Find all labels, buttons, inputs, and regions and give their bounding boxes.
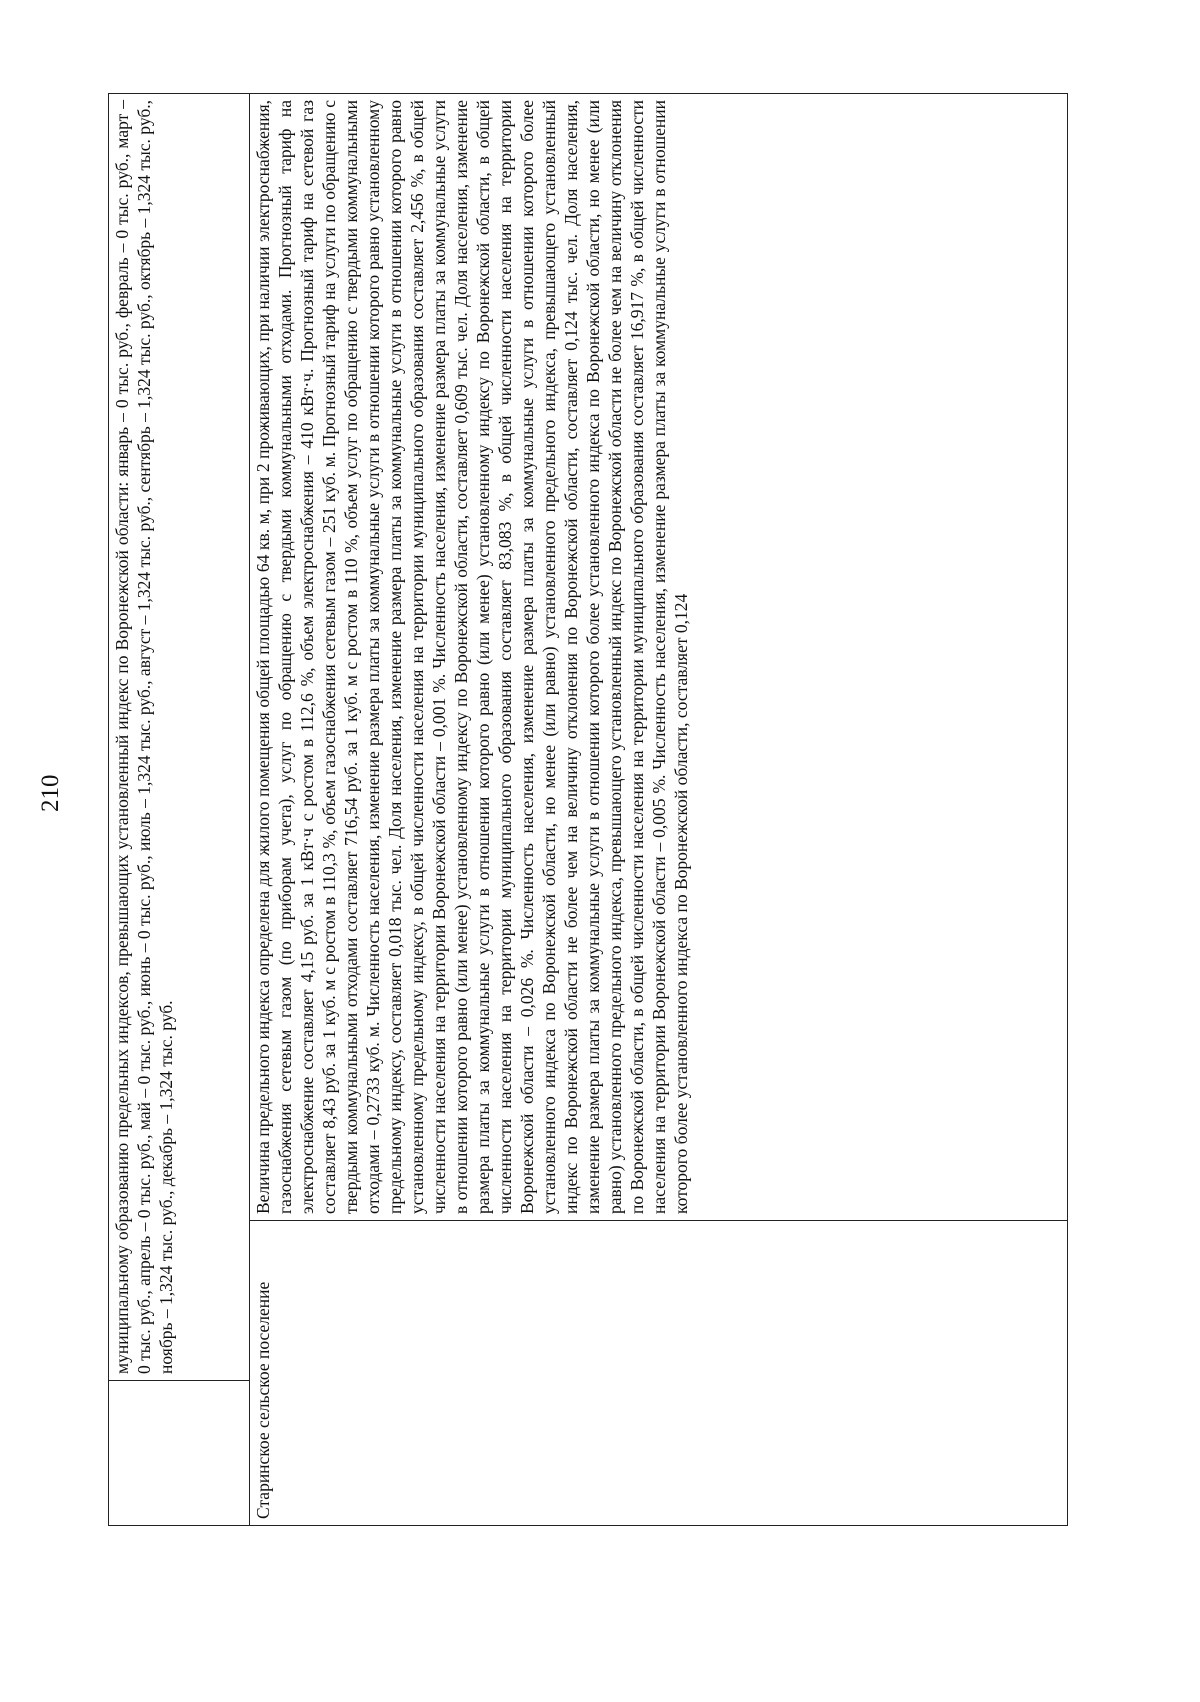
index-table (108, 93, 1068, 1526)
description-text: муниципальному образованию предельных индексов, превышающих установленный индекс по Воронежской области: январь – 0 тыс. руб., февраль – 0 тыс. руб., март – 0 тыс. руб., апрель – 0 тыс. руб., май – 0 тыс. руб., июнь – 0 тыс. руб., июль – 1,324 тыс. руб., август – 1,324 тыс. руб., сентябрь – 1,324 тыс. руб., октябрь – 1,324 тыс. руб., ноябрь – 1,324 тыс. руб., декабрь – 1,324 тыс. руб. (112, 100, 176, 1374)
table-row (250, 94, 1068, 1526)
table-cell-settlement (109, 1381, 250, 1526)
settlement-name: Старинское сельское поселение (253, 1281, 273, 1519)
description-text: Величина предельного индекса определена для жилого помещения общей площадью 64 кв. м, при 2 проживающих, при наличии электроснабжения, газоснабжения сетевым газом (по приборам учета), услуг по обращению с твердыми коммунальными отходами. Прогнозный тариф на электроснабжение составляет 4,15 руб. за 1 кВт·ч с ростом в 112,6 %, объем электроснабжения – 410 кВт·ч. Прогнозный тариф на сетевой газ составляет 8,43 руб. за 1 куб. м с ростом в 110,3 %, объем газоснабжения сетевым газом – 251 куб. м. Прогнозный тариф на услуги по обращению с твердыми коммунальными отходами составляет 716,54 руб. за 1 куб. м с ростом в 110 %, объем услуг по обращению с твердыми коммунальными отходами – 0,2733 куб. м. Численность населения, изменение размера платы за коммунальные услуги в отношении которого равно установленному предельному индексу, составляет 0,018 тыс. чел. Доля населения, изменение размера платы за коммунальные услуги в отношении которого равно установленному предельному индексу, в общей численности населения на территории муниципального образования составляет 2,456 %, в общей численности населения на территории Воронежской области – 0,001 %. Численность населения, изменение размера платы за коммунальные услуги в отношении которого равно (или менее) установленному индексу по Воронежской области, составляет 0,609 тыс. чел. Доля населения, изменение размера платы за коммунальные услуги в отношении которого равно (или менее) установленному индексу по Воронежской области, в общей численности населения на территории муниципального образования составляет 83,083 %, в общей численности населения на территории Воронежской области – 0,026 %. Численность населения, изменение размера платы за коммунальные услуги в отношении которого более установленного индекса по Воронежской области, но менее (или равно) установленного предельного индекса, превышающего установленный индекс по Воронежской области не более чем на величину отклонения по Воронежской области, составляет 0,124 тыс. чел. Доля населения, изменение размера платы за коммунальные услуги в отношении которого более установленного индекса по Воронежской области, но менее (или равно) установленного предельного индекса, превышающего установленный индекс по Воронежской области не более чем на величину отклонения по Воронежской области, в общей численности населения на территории муниципального образования составляет 16,917 %, в общей численности населения на территории Воронежской области – 0,005 %. Численность населения, изменение размера платы за коммунальные услуги в отношении которого более установленного индекса по Воронежской области, составляет 0,124 (253, 100, 691, 1214)
table-cell-settlement (250, 1221, 1068, 1526)
table-rotated-container (108, 93, 1068, 1526)
page-number: 210 (37, 774, 64, 812)
table-cell-description (109, 94, 250, 1381)
table-cell-description (250, 94, 1068, 1221)
table-row (109, 94, 250, 1526)
